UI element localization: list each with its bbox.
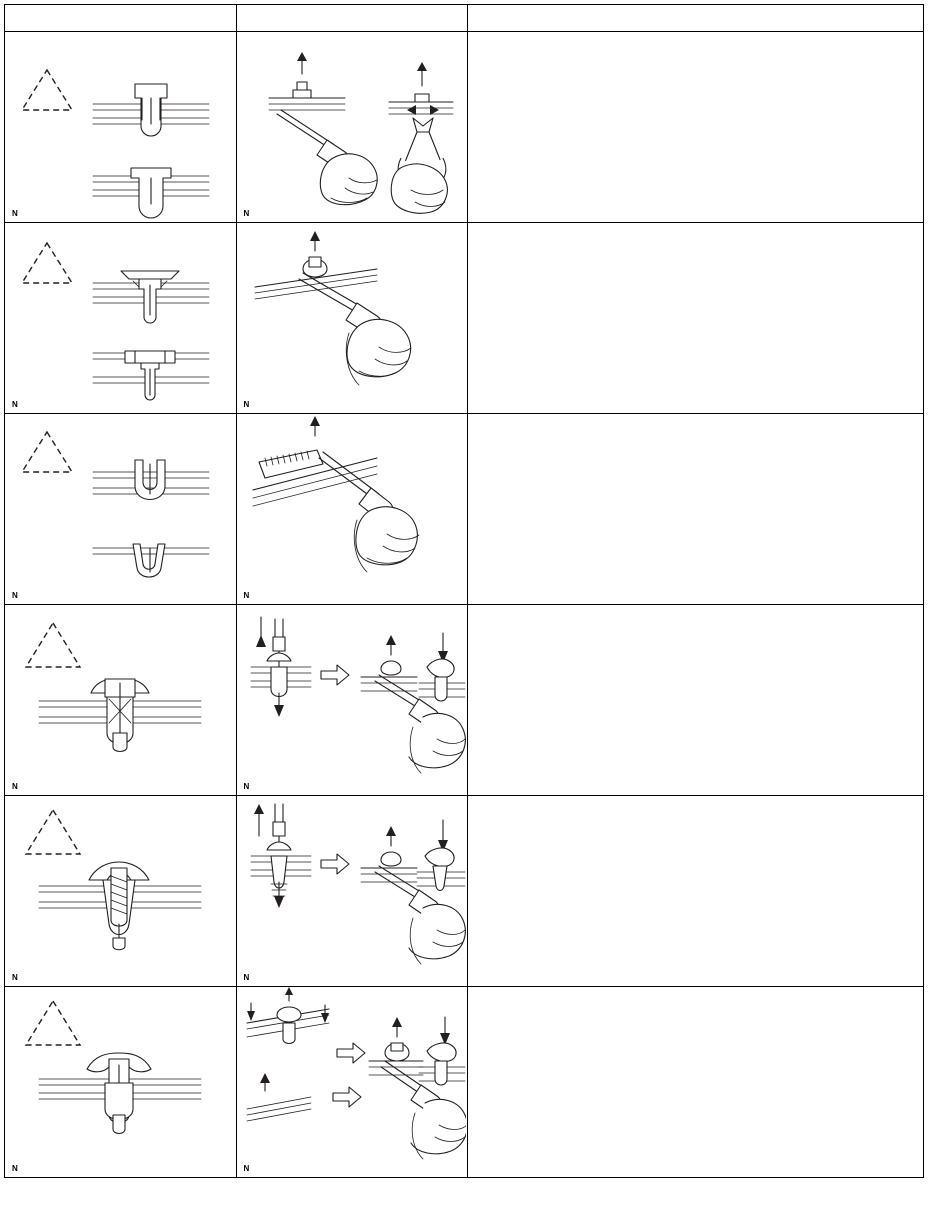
table-row (5, 987, 924, 1178)
document-page (0, 4, 935, 1214)
remarks-cell-4 (468, 605, 924, 796)
clip-type-cell-4 (5, 605, 237, 796)
slide-pry-press-diagram (237, 987, 466, 1175)
remarks-cell-5 (468, 796, 924, 987)
note-marker: N (12, 1164, 18, 1173)
note-marker: N (243, 1164, 250, 1173)
remarks-cell-3 (468, 414, 924, 605)
table-row (5, 32, 924, 223)
table-row (5, 223, 924, 414)
header-remarks (468, 5, 924, 32)
remarks-text (468, 605, 923, 617)
remarks-cell-2 (468, 223, 924, 414)
table-header-row (5, 5, 924, 32)
clip-removal-table (4, 4, 924, 1178)
split-pin-clip-diagram (5, 32, 234, 220)
remarks-text (468, 414, 923, 426)
flanged-push-clip-diagram (5, 223, 234, 411)
note-marker: N (243, 591, 250, 600)
table-row (5, 605, 924, 796)
header-removal-method (236, 5, 468, 32)
remarks-cell-6 (468, 987, 924, 1178)
mushroom-head-clip-diagram (5, 987, 234, 1175)
note-marker: N (12, 209, 18, 218)
clip-type-cell-1 (5, 32, 237, 223)
clip-type-cell-6 (5, 987, 237, 1178)
clip-type-cell-3 (5, 414, 237, 605)
table-row (5, 796, 924, 987)
note-marker: N (12, 591, 18, 600)
note-marker: N (243, 782, 250, 791)
note-marker: N (12, 973, 18, 982)
remarks-text (468, 987, 923, 999)
note-marker: N (243, 973, 250, 982)
note-marker: N (243, 209, 250, 218)
removal-method-cell-2 (236, 223, 468, 414)
removal-method-cell-5 (236, 796, 468, 987)
clip-type-cell-2 (5, 223, 237, 414)
removal-method-cell-6 (236, 987, 468, 1178)
clip-remover-pry-diagram (237, 414, 466, 602)
table-row (5, 414, 924, 605)
remarks-text (468, 223, 923, 235)
clip-type-cell-5 (5, 796, 237, 987)
two-piece-pin-clip-diagram (5, 605, 234, 793)
note-marker: N (12, 400, 18, 409)
u-spring-clip-diagram (5, 414, 234, 602)
screwdriver-pry-diagram (237, 223, 466, 411)
note-marker: N (12, 782, 18, 791)
note-marker: N (243, 400, 250, 409)
removal-method-cell-3 (236, 414, 468, 605)
remarks-text (468, 796, 923, 808)
push-pry-press-diagram (237, 605, 466, 793)
remarks-text (468, 32, 923, 44)
header-clip-type (5, 5, 237, 32)
screwdriver-cutting-pliers-diagram (237, 32, 466, 220)
removal-method-cell-4 (236, 605, 468, 796)
removal-method-cell-1 (236, 32, 468, 223)
screw-rivet-clip-diagram (5, 796, 234, 984)
remarks-cell-1 (468, 32, 924, 223)
pull-pry-press-diagram (237, 796, 466, 984)
